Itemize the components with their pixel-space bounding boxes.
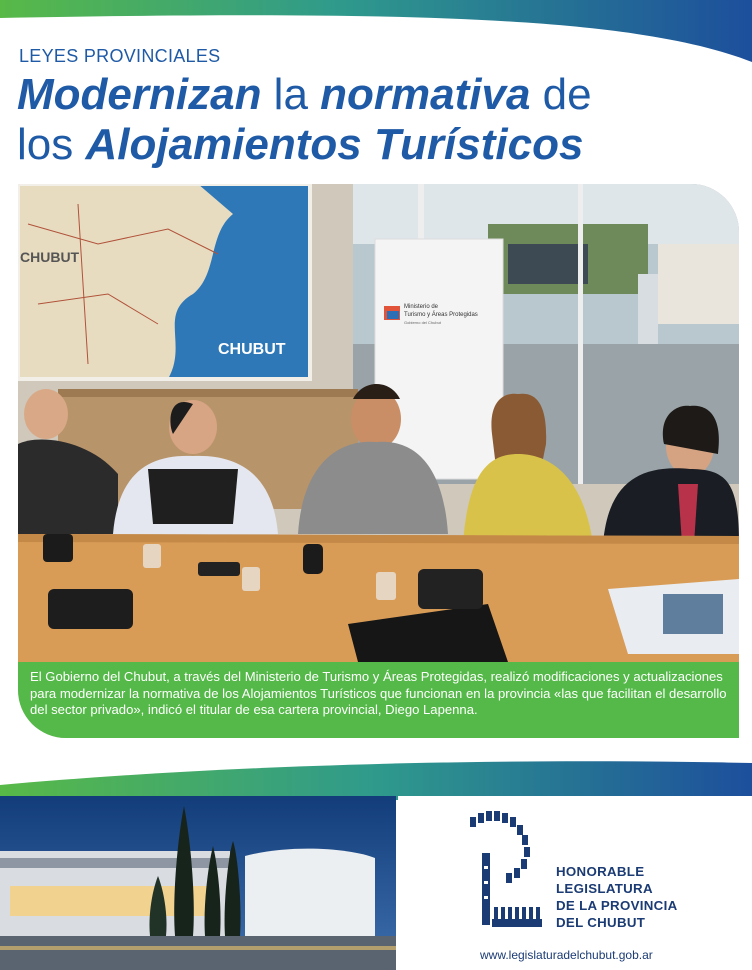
map-stamp: CHUBUT	[218, 341, 286, 358]
press-conference-photo	[18, 184, 739, 662]
banner-line-1: Ministerio de	[404, 304, 439, 310]
org-name-line-1: HONORABLE	[556, 864, 645, 879]
title-word-modernizan: Modernizan	[17, 70, 262, 119]
map-region-label: CHUBUT	[20, 249, 80, 265]
title-word-normativa: normativa	[320, 70, 531, 119]
banner-line-2: Turismo y Áreas Protegidas	[404, 312, 478, 318]
legislature-logo-panel	[398, 796, 752, 970]
page-title	[17, 70, 737, 170]
photo-caption: El Gobierno del Chubut, a través del Ministerio de Turismo y Áreas Protegidas, realizó modificaciones y actualizaciones para modernizar la normativa de los Alojamientos Turísticos que funcionan en la provincia «las que facilitan el desarrollo del sector privado», indicó el titular de esa cartera provincial, Diego Lapenna.	[18, 662, 739, 738]
press-conference-card	[18, 184, 739, 738]
section-label: LEYES PROVINCIALES	[19, 46, 221, 66]
legislature-name	[556, 863, 726, 931]
title-text-la: la	[261, 70, 321, 119]
org-name-line-2: LEGISLATURA	[556, 881, 653, 896]
title-word-alojamientos: Alojamientos Turísticos	[85, 120, 584, 169]
org-name-line-3: DE LA PROVINCIA	[556, 898, 678, 913]
bottom-swoosh-decoration	[0, 755, 752, 800]
title-text-los: los	[17, 120, 86, 169]
org-name-line-4: DEL CHUBUT	[556, 915, 646, 930]
title-text-de: de	[530, 70, 592, 119]
legislature-building-photo	[0, 796, 396, 970]
banner-line-3: Gobierno del Chubut	[404, 320, 441, 325]
website-link[interactable]: www.legislaturadelchubut.gob.ar	[480, 948, 653, 962]
legislature-logo-icon	[466, 811, 546, 939]
